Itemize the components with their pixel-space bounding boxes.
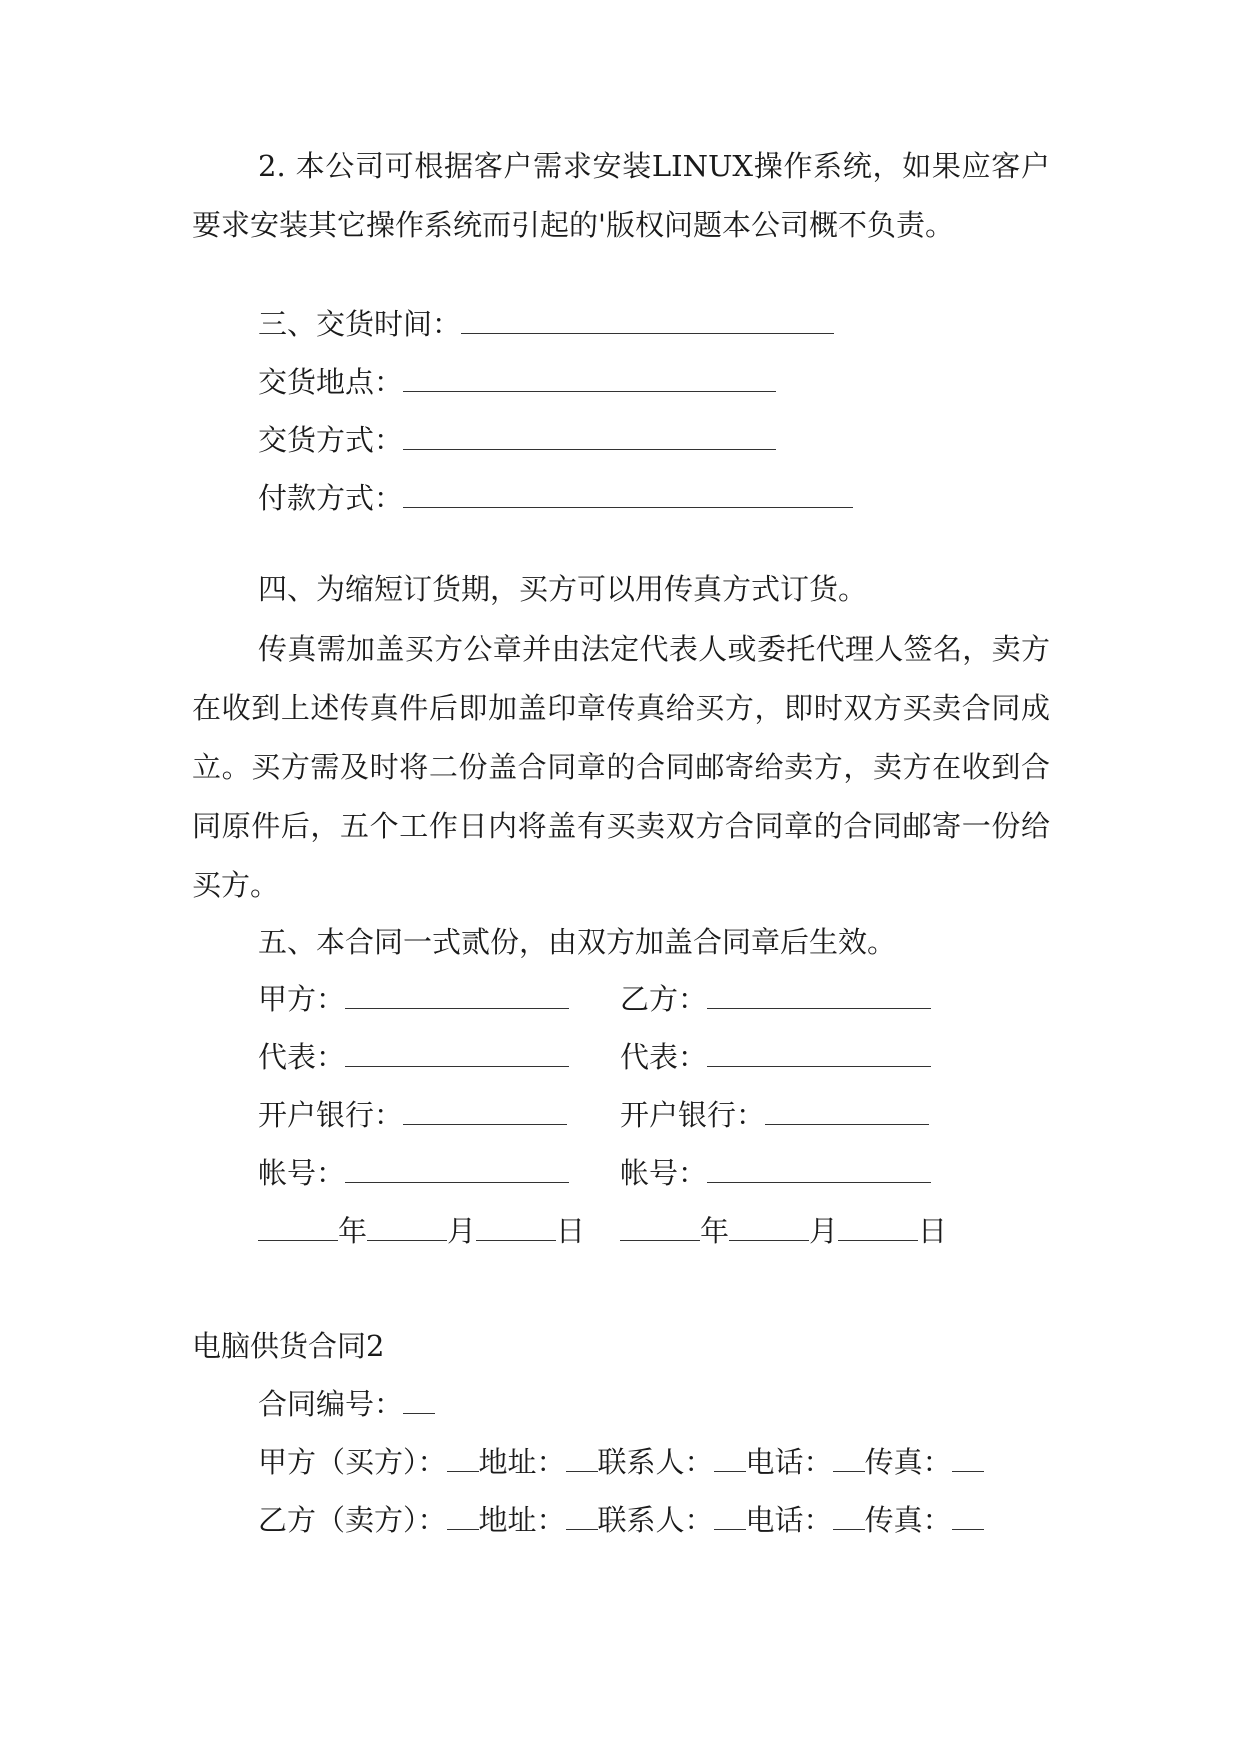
party-b-label: 乙方： bbox=[620, 982, 708, 1016]
party-a-line bbox=[258, 979, 569, 1019]
bank-a-line bbox=[258, 1095, 567, 1135]
date-a-year-blank[interactable] bbox=[258, 1216, 338, 1241]
payment-label: 付款方式： bbox=[258, 481, 404, 515]
seller-contact-label: 联系人： bbox=[597, 1503, 714, 1537]
delivery-time-line bbox=[258, 304, 834, 344]
seller-fax-blank[interactable] bbox=[952, 1505, 984, 1530]
bank-b-blank[interactable] bbox=[765, 1100, 929, 1125]
seller-fax-label: 传真： bbox=[864, 1503, 952, 1537]
buyer-address-label: 地址： bbox=[478, 1445, 566, 1479]
seller-name-blank[interactable] bbox=[447, 1505, 479, 1530]
delivery-place-label: 交货地点： bbox=[258, 365, 404, 399]
rep-a-label: 代表： bbox=[258, 1040, 346, 1074]
date-b-month-blank[interactable] bbox=[729, 1216, 809, 1241]
buyer-contact-blank[interactable] bbox=[714, 1447, 746, 1472]
clause-5-text: 五、本合同一式贰份，由双方加盖合同章后生效。 bbox=[258, 925, 897, 959]
acct-b-blank[interactable] bbox=[707, 1158, 931, 1183]
seller-phone-label: 电话： bbox=[745, 1503, 833, 1537]
bank-b-label: 开户银行： bbox=[620, 1098, 766, 1132]
contract2-title: 电脑供货合同2 bbox=[192, 1329, 385, 1363]
date-b-day-blank[interactable] bbox=[838, 1216, 918, 1241]
rep-b-blank[interactable] bbox=[707, 1042, 931, 1067]
buyer-label: 甲方（买方）： bbox=[258, 1445, 447, 1479]
seller-contact-blank[interactable] bbox=[714, 1505, 746, 1530]
date-b-line bbox=[620, 1211, 947, 1251]
date-a-day-blank[interactable] bbox=[476, 1216, 556, 1241]
delivery-time-label: 三、交货时间： bbox=[258, 307, 462, 341]
acct-a-line bbox=[258, 1153, 569, 1193]
party-a-label: 甲方： bbox=[258, 982, 346, 1016]
clause-2-text: 2. 本公司可根据客户需求安装LINUX操作系统，如果应客户要求安装其它操作系统而引起的'版权问题本公司概不负责。 bbox=[192, 149, 1050, 242]
bank-a-blank[interactable] bbox=[403, 1100, 567, 1125]
date-a-month: 月 bbox=[447, 1214, 477, 1248]
contract-number-label: 合同编号： bbox=[258, 1387, 404, 1421]
seller-phone-blank[interactable] bbox=[833, 1505, 865, 1530]
bank-a-label: 开户银行： bbox=[258, 1098, 404, 1132]
acct-a-label: 帐号： bbox=[258, 1156, 346, 1190]
acct-b-label: 帐号： bbox=[620, 1156, 708, 1190]
date-a-line bbox=[258, 1211, 585, 1251]
buyer-phone-blank[interactable] bbox=[833, 1447, 865, 1472]
seller-line bbox=[258, 1500, 984, 1540]
delivery-place-line bbox=[258, 362, 776, 402]
date-b-month: 月 bbox=[809, 1214, 839, 1248]
party-b-line bbox=[620, 979, 931, 1019]
bank-b-line bbox=[620, 1095, 929, 1135]
seller-address-label: 地址： bbox=[478, 1503, 566, 1537]
buyer-fax-blank[interactable] bbox=[952, 1447, 984, 1472]
payment-blank[interactable] bbox=[403, 483, 853, 508]
contract-number-blank[interactable] bbox=[403, 1389, 435, 1414]
delivery-time-blank[interactable] bbox=[461, 309, 834, 334]
buyer-address-blank[interactable] bbox=[566, 1447, 598, 1472]
buyer-fax-label: 传真： bbox=[864, 1445, 952, 1479]
rep-a-blank[interactable] bbox=[345, 1042, 569, 1067]
party-b-blank[interactable] bbox=[707, 984, 931, 1009]
rep-a-line bbox=[258, 1037, 569, 1077]
payment-line bbox=[258, 478, 853, 518]
acct-a-blank[interactable] bbox=[345, 1158, 569, 1183]
date-b-year: 年 bbox=[700, 1214, 730, 1248]
seller-address-blank[interactable] bbox=[566, 1505, 598, 1530]
date-b-year-blank[interactable] bbox=[620, 1216, 700, 1241]
delivery-way-label: 交货方式： bbox=[258, 423, 404, 457]
party-a-blank[interactable] bbox=[345, 984, 569, 1009]
delivery-way-blank[interactable] bbox=[403, 425, 776, 450]
acct-b-line bbox=[620, 1153, 931, 1193]
contract-number-line bbox=[258, 1384, 435, 1424]
date-b-day: 日 bbox=[918, 1214, 948, 1248]
rep-b-label: 代表： bbox=[620, 1040, 708, 1074]
rep-b-line bbox=[620, 1037, 931, 1077]
date-a-day: 日 bbox=[556, 1214, 586, 1248]
buyer-contact-label: 联系人： bbox=[597, 1445, 714, 1479]
buyer-line bbox=[258, 1442, 984, 1482]
date-a-year: 年 bbox=[338, 1214, 368, 1248]
clause-4-detail: 传真需加盖买方公章并由法定代表人或委托代理人签名，卖方在收到上述传真件后即加盖印章传真给买方，即时双方买卖合同成立。买方需及时将二份盖合同章的合同邮寄给卖方，卖方在收到合同原件后，五个工作日内将盖有买卖双方合同章的合同邮寄一份给买方。 bbox=[192, 632, 1050, 902]
date-a-month-blank[interactable] bbox=[367, 1216, 447, 1241]
delivery-place-blank[interactable] bbox=[403, 367, 776, 392]
seller-label: 乙方（卖方）： bbox=[258, 1503, 447, 1537]
buyer-phone-label: 电话： bbox=[745, 1445, 833, 1479]
delivery-way-line bbox=[258, 420, 776, 460]
buyer-name-blank[interactable] bbox=[447, 1447, 479, 1472]
clause-4-text: 四、为缩短订货期，买方可以用传真方式订货。 bbox=[258, 572, 868, 606]
